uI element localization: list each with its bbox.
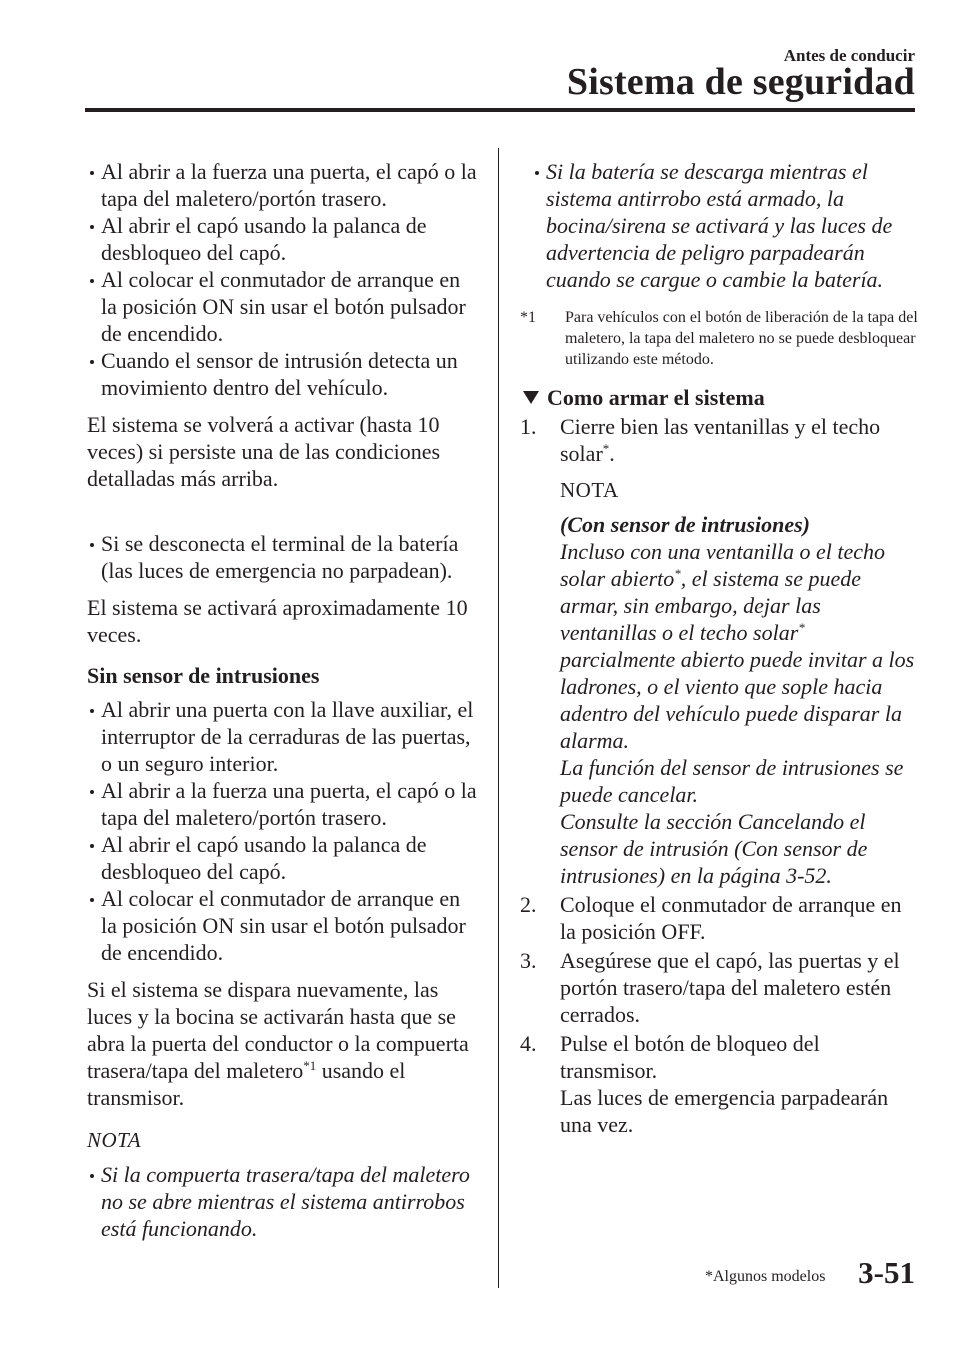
note-text-c: parcialmente abierto puede invitar a los ladrones, o el viento que sople hacia adentro del vehículo puede disparar la alarma. bbox=[560, 647, 915, 753]
asterisk-mark: * bbox=[602, 441, 610, 456]
column-divider bbox=[498, 148, 499, 1288]
footnote-ref: *1 bbox=[303, 1058, 317, 1073]
asterisk-mark: * bbox=[674, 566, 681, 581]
step-item bbox=[520, 1030, 918, 1138]
nota-bullet: Si la compuerta trasera/tapa del maletero no se abre mientras el sistema antirrobos está funcionando. bbox=[87, 1161, 477, 1242]
bullet-item: Al abrir una puerta con la llave auxiliar, el interruptor de la cerraduras de las puertas, o un seguro interior. bbox=[87, 696, 477, 777]
bullet-item: Al colocar el conmutador de arranque en la posición ON sin usar el botón pulsador de encendido. bbox=[87, 885, 477, 966]
footnote-mark: *1 bbox=[520, 309, 536, 326]
step-text-end: . bbox=[609, 441, 615, 466]
step-item bbox=[520, 413, 918, 467]
bullet-item: Al abrir el capó usando la palanca de desbloqueo del capó. bbox=[87, 831, 477, 885]
section-heading-text: Como armar el sistema bbox=[547, 385, 765, 410]
right-column bbox=[520, 158, 918, 1138]
bullet-item: Al abrir a la fuerza una puerta, el capó o la tapa del maletero/portón trasero. bbox=[87, 158, 477, 212]
page-title: Sistema de seguridad bbox=[566, 61, 915, 103]
triangle-down-icon bbox=[523, 391, 539, 404]
step-text: Pulse el botón de bloqueo del transmisor. bbox=[560, 1031, 820, 1083]
note-text bbox=[560, 538, 918, 754]
step-text: Las luces de emergencia parpadearán una vez. bbox=[560, 1085, 889, 1137]
step-number: 2. bbox=[520, 892, 537, 917]
step-text: Coloque el conmutador de arranque en la posición OFF. bbox=[560, 892, 902, 944]
bullet-item: Al abrir a la fuerza una puerta, el capó o la tapa del maletero/portón trasero. bbox=[87, 777, 477, 831]
bullet-item: Al colocar el conmutador de arranque en la posición ON sin usar el botón pulsador de encendido. bbox=[87, 266, 477, 347]
note-text: La función del sensor de intrusiones se puede cancelar. bbox=[560, 755, 904, 807]
footnote-text: Para vehículos con el botón de liberación de la tapa del maletero, la tapa del maletero no se puede desbloquear utilizando este método. bbox=[565, 309, 918, 368]
footer-note: *Algunos modelos bbox=[705, 1268, 826, 1285]
header-section: Antes de conducir bbox=[783, 46, 915, 65]
step-text: Cierre bien las ventanillas y el techo solar bbox=[560, 414, 881, 466]
section-heading bbox=[520, 384, 918, 411]
page-number: 3-51 bbox=[858, 1255, 915, 1290]
step-number: 1. bbox=[520, 414, 537, 439]
note-text: Consulte la sección Cancelando el sensor de intrusión (Con sensor de intrusiones) en la página 3-52. bbox=[560, 809, 868, 888]
bullet-item: Al abrir el capó usando la palanca de desbloqueo del capó. bbox=[87, 212, 477, 266]
bullet-item: Cuando el sensor de intrusión detecta un movimiento dentro del vehículo. bbox=[87, 347, 477, 401]
step-item bbox=[520, 891, 918, 945]
subheading: Sin sensor de intrusiones bbox=[87, 663, 320, 688]
italic-bullet: Si la batería se descarga mientras el sistema antirrobo está armado, la bocina/sirena se activará y las luces de advertencia de peligro parpadearán cuando se cargue o cambie la batería. bbox=[532, 158, 918, 293]
left-column bbox=[87, 158, 477, 1242]
asterisk-mark: * bbox=[798, 620, 805, 635]
step-number: 4. bbox=[520, 1031, 537, 1056]
note-block bbox=[520, 477, 918, 889]
paragraph: El sistema se activará aproximadamente 10 veces. bbox=[87, 595, 468, 647]
paragraph: El sistema se volverá a activar (hasta 10 veces) si persiste una de las condiciones detalladas más arriba. bbox=[87, 412, 441, 491]
header-rule bbox=[85, 108, 915, 112]
footnote bbox=[520, 307, 918, 370]
nota-label: NOTA bbox=[87, 1128, 142, 1152]
bullet-item: Si se desconecta el terminal de la batería (las luces de emergencia no parpadean). bbox=[87, 530, 477, 584]
paragraph bbox=[87, 976, 477, 1111]
paragraph-text: Si el sistema se dispara nuevamente, las luces y la bocina se activarán hasta que se abra la puerta del conductor o la compuerta trasera/tapa del maletero bbox=[87, 977, 469, 1083]
paragraph-text-end: usando el transmisor. bbox=[87, 1058, 406, 1110]
note-subtitle: (Con sensor de intrusiones) bbox=[560, 512, 811, 537]
step-text: Asegúrese que el capó, las puertas y el portón trasero/tapa del maletero estén cerrados. bbox=[560, 948, 900, 1027]
note-label: NOTA bbox=[560, 478, 619, 502]
note-text-b: , el sistema se puede armar, sin embargo, dejar las ventanillas o el techo solar bbox=[560, 566, 862, 645]
note-text-a: Incluso con una ventanilla o el techo solar abierto bbox=[560, 539, 886, 591]
step-item bbox=[520, 947, 918, 1028]
step-number: 3. bbox=[520, 948, 537, 973]
